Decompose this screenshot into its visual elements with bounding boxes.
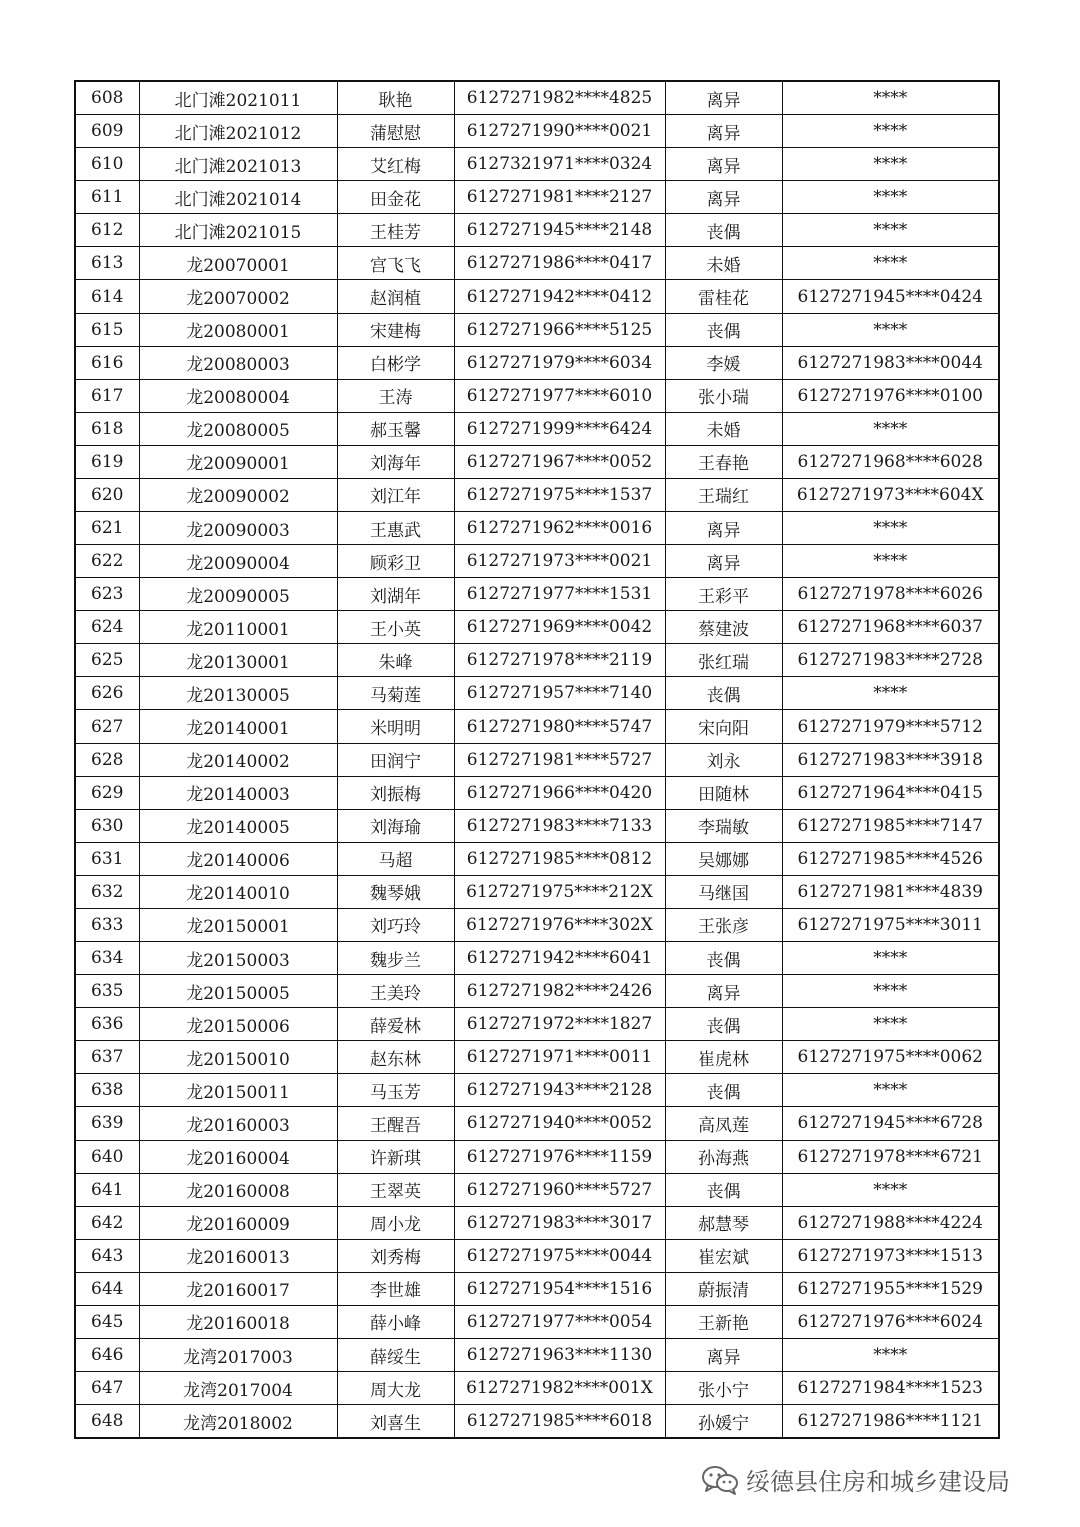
- table-row: [75, 313, 999, 346]
- household-code-cell: 龙湾2017004: [139, 1372, 337, 1405]
- row-number-cell: 625: [75, 644, 139, 677]
- applicant-id-number-cell: 6127271985****6018: [454, 1405, 665, 1439]
- spouse-id-number-cell: ****: [782, 115, 999, 148]
- row-number-cell: 646: [75, 1338, 139, 1371]
- applicant-name-cell: 王桂芳: [337, 214, 454, 247]
- applicant-name-cell: 马玉芳: [337, 1074, 454, 1107]
- row-number-cell: 619: [75, 445, 139, 478]
- spouse-or-status-cell: 崔宏斌: [665, 1239, 782, 1272]
- table-row: [75, 1272, 999, 1305]
- spouse-id-number-cell: 6127271973****1513: [782, 1239, 999, 1272]
- spouse-or-status-cell: 王张彦: [665, 908, 782, 941]
- spouse-id-number-cell: ****: [782, 975, 999, 1008]
- spouse-or-status-cell: 离异: [665, 512, 782, 545]
- spouse-id-number-cell: 6127271973****604X: [782, 478, 999, 511]
- row-number-cell: 618: [75, 412, 139, 445]
- row-number-cell: 617: [75, 379, 139, 412]
- household-code-cell: 龙20070001: [139, 247, 337, 280]
- row-number-cell: 645: [75, 1305, 139, 1338]
- spouse-id-number-cell: 6127271983****3918: [782, 743, 999, 776]
- household-code-cell: 龙20080001: [139, 313, 337, 346]
- applicant-name-cell: 赵润植: [337, 280, 454, 313]
- applicant-id-number-cell: 6127271977****6010: [454, 379, 665, 412]
- household-code-cell: 北门滩2021011: [139, 81, 337, 115]
- applicant-id-number-cell: 6127271986****0417: [454, 247, 665, 280]
- row-number-cell: 648: [75, 1405, 139, 1439]
- applicant-name-cell: 刘海瑜: [337, 809, 454, 842]
- applicant-name-cell: 米明明: [337, 710, 454, 743]
- spouse-id-number-cell: 6127271985****7147: [782, 809, 999, 842]
- spouse-id-number-cell: 6127271945****6728: [782, 1107, 999, 1140]
- spouse-or-status-cell: 离异: [665, 115, 782, 148]
- spouse-or-status-cell: 张小宁: [665, 1372, 782, 1405]
- applicant-id-number-cell: 6127271985****0812: [454, 842, 665, 875]
- household-code-cell: 龙20140001: [139, 710, 337, 743]
- row-number-cell: 610: [75, 148, 139, 181]
- household-code-cell: 龙20140010: [139, 875, 337, 908]
- account-watermark: [700, 1462, 1010, 1497]
- spouse-id-number-cell: 6127271945****0424: [782, 280, 999, 313]
- applicant-name-cell: 周大龙: [337, 1372, 454, 1405]
- household-code-cell: 龙20070002: [139, 280, 337, 313]
- spouse-id-number-cell: 6127271985****4526: [782, 842, 999, 875]
- records-table-body: [75, 81, 999, 1438]
- applicant-id-number-cell: 6127271976****302X: [454, 908, 665, 941]
- applicant-id-number-cell: 6127271982****001X: [454, 1372, 665, 1405]
- household-code-cell: 龙20150010: [139, 1041, 337, 1074]
- spouse-id-number-cell: ****: [782, 313, 999, 346]
- applicant-name-cell: 薛绥生: [337, 1338, 454, 1371]
- applicant-name-cell: 耿艳: [337, 81, 454, 115]
- table-row: [75, 975, 999, 1008]
- applicant-name-cell: 赵东林: [337, 1041, 454, 1074]
- household-code-cell: 龙20140006: [139, 842, 337, 875]
- table-row: [75, 115, 999, 148]
- applicant-id-number-cell: 6127271966****0420: [454, 776, 665, 809]
- applicant-id-number-cell: 6127271973****0021: [454, 545, 665, 578]
- applicant-name-cell: 马超: [337, 842, 454, 875]
- table-row: [75, 1107, 999, 1140]
- spouse-or-status-cell: 离异: [665, 975, 782, 1008]
- applicant-id-number-cell: 6127271999****6424: [454, 412, 665, 445]
- household-code-cell: 龙20080004: [139, 379, 337, 412]
- household-code-cell: 龙20150003: [139, 942, 337, 975]
- spouse-or-status-cell: 张红瑞: [665, 644, 782, 677]
- applicant-id-number-cell: 6127271975****0044: [454, 1239, 665, 1272]
- table-row: [75, 776, 999, 809]
- spouse-id-number-cell: 6127271976****0100: [782, 379, 999, 412]
- household-code-cell: 龙20140003: [139, 776, 337, 809]
- applicant-id-number-cell: 6127271982****2426: [454, 975, 665, 1008]
- applicant-name-cell: 宫飞飞: [337, 247, 454, 280]
- table-row: [75, 1338, 999, 1371]
- table-row: [75, 1074, 999, 1107]
- table-row: [75, 611, 999, 644]
- applicant-id-number-cell: 6127271976****1159: [454, 1140, 665, 1173]
- applicant-id-number-cell: 6127271981****2127: [454, 181, 665, 214]
- spouse-id-number-cell: 6127271975****0062: [782, 1041, 999, 1074]
- table-row: [75, 445, 999, 478]
- applicant-id-number-cell: 6127271942****0412: [454, 280, 665, 313]
- spouse-or-status-cell: 郝慧琴: [665, 1206, 782, 1239]
- spouse-or-status-cell: 丧偶: [665, 677, 782, 710]
- table-row: [75, 644, 999, 677]
- household-code-cell: 龙20160018: [139, 1305, 337, 1338]
- spouse-or-status-cell: 崔虎林: [665, 1041, 782, 1074]
- spouse-id-number-cell: ****: [782, 81, 999, 115]
- spouse-or-status-cell: 刘永: [665, 743, 782, 776]
- spouse-or-status-cell: 王瑞红: [665, 478, 782, 511]
- table-row: [75, 1206, 999, 1239]
- applicant-name-cell: 刘振梅: [337, 776, 454, 809]
- applicant-id-number-cell: 6127271983****7133: [454, 809, 665, 842]
- household-code-cell: 龙20140005: [139, 809, 337, 842]
- table-row: [75, 280, 999, 313]
- applicant-id-number-cell: 6127271969****0042: [454, 611, 665, 644]
- spouse-id-number-cell: ****: [782, 545, 999, 578]
- applicant-id-number-cell: 6127271943****2128: [454, 1074, 665, 1107]
- applicant-id-number-cell: 6127271960****5727: [454, 1173, 665, 1206]
- spouse-or-status-cell: 离异: [665, 148, 782, 181]
- applicant-id-number-cell: 6127271942****6041: [454, 942, 665, 975]
- applicant-name-cell: 王醒吾: [337, 1107, 454, 1140]
- applicant-name-cell: 刘巧玲: [337, 908, 454, 941]
- table-row: [75, 148, 999, 181]
- table-row: [75, 1305, 999, 1338]
- household-code-cell: 龙湾2017003: [139, 1338, 337, 1371]
- applicant-name-cell: 刘秀梅: [337, 1239, 454, 1272]
- row-number-cell: 627: [75, 710, 139, 743]
- row-number-cell: 612: [75, 214, 139, 247]
- household-code-cell: 龙20140002: [139, 743, 337, 776]
- spouse-or-status-cell: 未婚: [665, 412, 782, 445]
- records-table: [74, 80, 1000, 1439]
- spouse-id-number-cell: 6127271986****1121: [782, 1405, 999, 1439]
- household-code-cell: 龙20130005: [139, 677, 337, 710]
- spouse-or-status-cell: 蔚振清: [665, 1272, 782, 1305]
- applicant-name-cell: 薛小峰: [337, 1305, 454, 1338]
- applicant-id-number-cell: 6127271978****2119: [454, 644, 665, 677]
- household-code-cell: 龙20150006: [139, 1008, 337, 1041]
- row-number-cell: 628: [75, 743, 139, 776]
- spouse-id-number-cell: ****: [782, 512, 999, 545]
- applicant-id-number-cell: 6127271979****6034: [454, 346, 665, 379]
- table-row: [75, 379, 999, 412]
- table-row: [75, 1405, 999, 1439]
- spouse-or-status-cell: 雷桂花: [665, 280, 782, 313]
- spouse-id-number-cell: ****: [782, 148, 999, 181]
- applicant-name-cell: 宋建梅: [337, 313, 454, 346]
- row-number-cell: 647: [75, 1372, 139, 1405]
- applicant-name-cell: 刘江年: [337, 478, 454, 511]
- applicant-name-cell: 刘喜生: [337, 1405, 454, 1439]
- household-code-cell: 龙20160013: [139, 1239, 337, 1272]
- spouse-or-status-cell: 孙海燕: [665, 1140, 782, 1173]
- table-row: [75, 181, 999, 214]
- household-code-cell: 龙20090004: [139, 545, 337, 578]
- table-row: [75, 842, 999, 875]
- spouse-id-number-cell: 6127271976****6024: [782, 1305, 999, 1338]
- row-number-cell: 629: [75, 776, 139, 809]
- spouse-id-number-cell: 6127271968****6028: [782, 445, 999, 478]
- table-row: [75, 743, 999, 776]
- spouse-or-status-cell: 孙媛宁: [665, 1405, 782, 1439]
- spouse-id-number-cell: 6127271983****0044: [782, 346, 999, 379]
- table-row: [75, 1008, 999, 1041]
- spouse-or-status-cell: 蔡建波: [665, 611, 782, 644]
- household-code-cell: 龙20130001: [139, 644, 337, 677]
- applicant-name-cell: 王小英: [337, 611, 454, 644]
- row-number-cell: 641: [75, 1173, 139, 1206]
- spouse-id-number-cell: 6127271988****4224: [782, 1206, 999, 1239]
- household-code-cell: 龙20160017: [139, 1272, 337, 1305]
- applicant-id-number-cell: 6127271940****0052: [454, 1107, 665, 1140]
- row-number-cell: 634: [75, 942, 139, 975]
- spouse-or-status-cell: 宋向阳: [665, 710, 782, 743]
- spouse-or-status-cell: 丧偶: [665, 1074, 782, 1107]
- applicant-name-cell: 王美玲: [337, 975, 454, 1008]
- table-row: [75, 578, 999, 611]
- row-number-cell: 639: [75, 1107, 139, 1140]
- table-row: [75, 1140, 999, 1173]
- applicant-name-cell: 王翠英: [337, 1173, 454, 1206]
- applicant-id-number-cell: 6127271977****0054: [454, 1305, 665, 1338]
- spouse-or-status-cell: 丧偶: [665, 1008, 782, 1041]
- table-row: [75, 545, 999, 578]
- row-number-cell: 623: [75, 578, 139, 611]
- household-code-cell: 龙20150005: [139, 975, 337, 1008]
- household-code-cell: 龙20150011: [139, 1074, 337, 1107]
- spouse-or-status-cell: 离异: [665, 181, 782, 214]
- household-code-cell: 龙20090001: [139, 445, 337, 478]
- table-row: [75, 214, 999, 247]
- applicant-id-number-cell: 6127271990****0021: [454, 115, 665, 148]
- spouse-or-status-cell: 马继国: [665, 875, 782, 908]
- spouse-id-number-cell: ****: [782, 1173, 999, 1206]
- applicant-name-cell: 薛爱林: [337, 1008, 454, 1041]
- spouse-or-status-cell: 丧偶: [665, 942, 782, 975]
- applicant-id-number-cell: 6127271982****4825: [454, 81, 665, 115]
- table-row: [75, 809, 999, 842]
- row-number-cell: 633: [75, 908, 139, 941]
- spouse-or-status-cell: 田随林: [665, 776, 782, 809]
- spouse-or-status-cell: 丧偶: [665, 214, 782, 247]
- applicant-name-cell: 李世雄: [337, 1272, 454, 1305]
- table-row: [75, 1239, 999, 1272]
- applicant-id-number-cell: 6127271977****1531: [454, 578, 665, 611]
- row-number-cell: 635: [75, 975, 139, 1008]
- spouse-id-number-cell: ****: [782, 1008, 999, 1041]
- row-number-cell: 613: [75, 247, 139, 280]
- spouse-id-number-cell: ****: [782, 181, 999, 214]
- applicant-name-cell: 刘湖年: [337, 578, 454, 611]
- applicant-id-number-cell: 6127271945****2148: [454, 214, 665, 247]
- household-code-cell: 龙20080005: [139, 412, 337, 445]
- applicant-id-number-cell: 6127271971****0011: [454, 1041, 665, 1074]
- row-number-cell: 642: [75, 1206, 139, 1239]
- spouse-id-number-cell: ****: [782, 942, 999, 975]
- row-number-cell: 640: [75, 1140, 139, 1173]
- row-number-cell: 622: [75, 545, 139, 578]
- spouse-id-number-cell: ****: [782, 677, 999, 710]
- spouse-id-number-cell: 6127271979****5712: [782, 710, 999, 743]
- applicant-name-cell: 许新琪: [337, 1140, 454, 1173]
- table-row: [75, 1173, 999, 1206]
- table-row: [75, 412, 999, 445]
- row-number-cell: 621: [75, 512, 139, 545]
- applicant-id-number-cell: 6127271963****1130: [454, 1338, 665, 1371]
- row-number-cell: 614: [75, 280, 139, 313]
- table-row: [75, 942, 999, 975]
- applicant-name-cell: 郝玉馨: [337, 412, 454, 445]
- row-number-cell: 616: [75, 346, 139, 379]
- row-number-cell: 644: [75, 1272, 139, 1305]
- spouse-id-number-cell: 6127271983****2728: [782, 644, 999, 677]
- household-code-cell: 龙20090005: [139, 578, 337, 611]
- spouse-id-number-cell: 6127271964****0415: [782, 776, 999, 809]
- spouse-or-status-cell: 离异: [665, 1338, 782, 1371]
- row-number-cell: 624: [75, 611, 139, 644]
- spouse-id-number-cell: ****: [782, 1338, 999, 1371]
- applicant-id-number-cell: 6127271981****5727: [454, 743, 665, 776]
- applicant-name-cell: 蒲慰慰: [337, 115, 454, 148]
- household-code-cell: 龙20150001: [139, 908, 337, 941]
- row-number-cell: 643: [75, 1239, 139, 1272]
- applicant-name-cell: 艾红梅: [337, 148, 454, 181]
- applicant-id-number-cell: 6127271966****5125: [454, 313, 665, 346]
- row-number-cell: 620: [75, 478, 139, 511]
- spouse-or-status-cell: 高凤莲: [665, 1107, 782, 1140]
- spouse-id-number-cell: 6127271981****4839: [782, 875, 999, 908]
- applicant-name-cell: 白彬学: [337, 346, 454, 379]
- applicant-id-number-cell: 6127271975****1537: [454, 478, 665, 511]
- household-code-cell: 龙湾2018002: [139, 1405, 337, 1439]
- applicant-name-cell: 顾彩卫: [337, 545, 454, 578]
- applicant-id-number-cell: 6127271954****1516: [454, 1272, 665, 1305]
- spouse-id-number-cell: ****: [782, 247, 999, 280]
- spouse-id-number-cell: ****: [782, 1074, 999, 1107]
- applicant-id-number-cell: 6127271967****0052: [454, 445, 665, 478]
- spouse-id-number-cell: 6127271955****1529: [782, 1272, 999, 1305]
- spouse-id-number-cell: 6127271984****1523: [782, 1372, 999, 1405]
- row-number-cell: 615: [75, 313, 139, 346]
- applicant-name-cell: 田金花: [337, 181, 454, 214]
- applicant-name-cell: 王惠武: [337, 512, 454, 545]
- row-number-cell: 631: [75, 842, 139, 875]
- spouse-or-status-cell: 离异: [665, 545, 782, 578]
- spouse-id-number-cell: 6127271978****6026: [782, 578, 999, 611]
- household-code-cell: 北门滩2021014: [139, 181, 337, 214]
- household-code-cell: 龙20090002: [139, 478, 337, 511]
- table-row: [75, 677, 999, 710]
- spouse-id-number-cell: 6127271975****3011: [782, 908, 999, 941]
- household-code-cell: 龙20160004: [139, 1140, 337, 1173]
- applicant-name-cell: 朱峰: [337, 644, 454, 677]
- applicant-id-number-cell: 6127271983****3017: [454, 1206, 665, 1239]
- spouse-or-status-cell: 离异: [665, 81, 782, 115]
- spouse-or-status-cell: 丧偶: [665, 313, 782, 346]
- applicant-name-cell: 周小龙: [337, 1206, 454, 1239]
- row-number-cell: 611: [75, 181, 139, 214]
- spouse-id-number-cell: 6127271968****6037: [782, 611, 999, 644]
- account-name: 绥德县住房和城乡建设局: [746, 1468, 1010, 1496]
- household-code-cell: 北门滩2021015: [139, 214, 337, 247]
- applicant-id-number-cell: 6127271972****1827: [454, 1008, 665, 1041]
- household-code-cell: 龙20090003: [139, 512, 337, 545]
- spouse-or-status-cell: 王新艳: [665, 1305, 782, 1338]
- spouse-or-status-cell: 吴娜娜: [665, 842, 782, 875]
- household-code-cell: 龙20080003: [139, 346, 337, 379]
- table-row: [75, 875, 999, 908]
- spouse-id-number-cell: 6127271978****6721: [782, 1140, 999, 1173]
- applicant-id-number-cell: 6127271962****0016: [454, 512, 665, 545]
- table-row: [75, 512, 999, 545]
- applicant-id-number-cell: 6127271980****5747: [454, 710, 665, 743]
- household-code-cell: 北门滩2021013: [139, 148, 337, 181]
- spouse-or-status-cell: 未婚: [665, 247, 782, 280]
- applicant-name-cell: 马菊莲: [337, 677, 454, 710]
- wechat-icon: [700, 1464, 740, 1496]
- applicant-name-cell: 王涛: [337, 379, 454, 412]
- row-number-cell: 630: [75, 809, 139, 842]
- table-row: [75, 710, 999, 743]
- spouse-or-status-cell: 李媛: [665, 346, 782, 379]
- table-row: [75, 346, 999, 379]
- row-number-cell: 609: [75, 115, 139, 148]
- spouse-or-status-cell: 丧偶: [665, 1173, 782, 1206]
- row-number-cell: 637: [75, 1041, 139, 1074]
- applicant-id-number-cell: 6127271957****7140: [454, 677, 665, 710]
- table-row: [75, 247, 999, 280]
- table-row: [75, 1041, 999, 1074]
- row-number-cell: 632: [75, 875, 139, 908]
- row-number-cell: 608: [75, 81, 139, 115]
- household-code-cell: 龙20160003: [139, 1107, 337, 1140]
- applicant-name-cell: 田润宁: [337, 743, 454, 776]
- table-row: [75, 81, 999, 115]
- row-number-cell: 626: [75, 677, 139, 710]
- row-number-cell: 638: [75, 1074, 139, 1107]
- applicant-name-cell: 刘海年: [337, 445, 454, 478]
- applicant-id-number-cell: 6127321971****0324: [454, 148, 665, 181]
- table-row: [75, 908, 999, 941]
- spouse-or-status-cell: 王彩平: [665, 578, 782, 611]
- table-row: [75, 478, 999, 511]
- spouse-or-status-cell: 王春艳: [665, 445, 782, 478]
- applicant-name-cell: 魏步兰: [337, 942, 454, 975]
- applicant-name-cell: 魏琴娥: [337, 875, 454, 908]
- table-row: [75, 1372, 999, 1405]
- applicant-id-number-cell: 6127271975****212X: [454, 875, 665, 908]
- household-code-cell: 龙20160008: [139, 1173, 337, 1206]
- household-code-cell: 龙20110001: [139, 611, 337, 644]
- row-number-cell: 636: [75, 1008, 139, 1041]
- spouse-id-number-cell: ****: [782, 412, 999, 445]
- household-code-cell: 龙20160009: [139, 1206, 337, 1239]
- spouse-or-status-cell: 张小瑞: [665, 379, 782, 412]
- household-code-cell: 北门滩2021012: [139, 115, 337, 148]
- spouse-id-number-cell: ****: [782, 214, 999, 247]
- spouse-or-status-cell: 李瑞敏: [665, 809, 782, 842]
